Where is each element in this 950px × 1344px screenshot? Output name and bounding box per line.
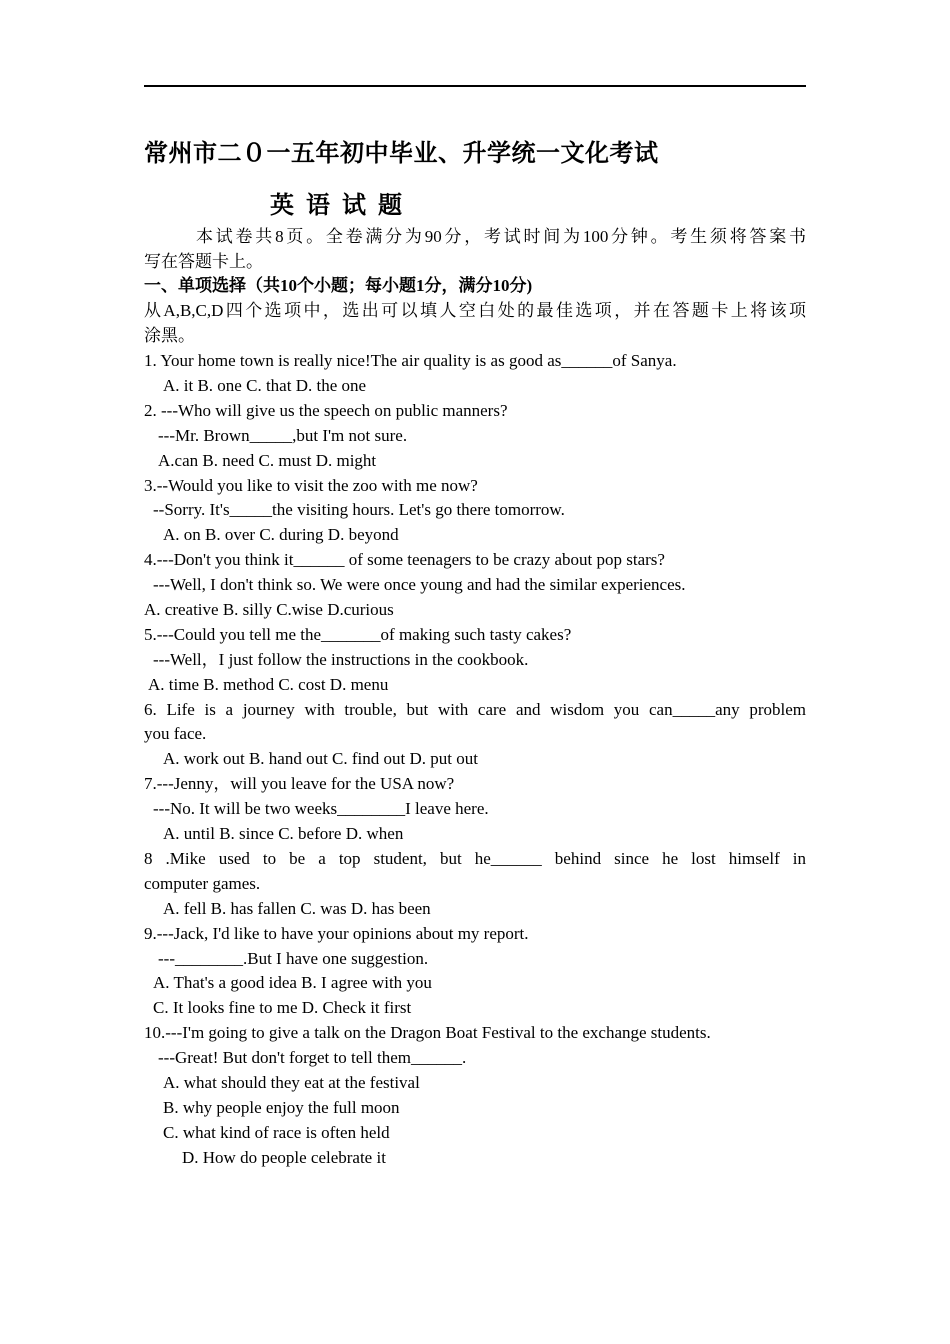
question-5-options: A. time B. method C. cost D. menu: [148, 675, 389, 694]
intro-line-1: 本试卷共8页。全卷满分为90分，考试时间为100分钟。考生须将答案书: [196, 227, 806, 246]
question-7-stem: 7.---Jenny，will you leave for the USA now?: [144, 774, 455, 793]
question-5-reply: ---Well，I just follow the instructions in the cookbook.: [153, 650, 529, 669]
question-8-stem: 8 .Mike used to be a top student, but he______ behind since he lost himself in: [144, 849, 806, 868]
question-2-options: A.can B. need C. must D. might: [158, 451, 377, 470]
exam-subtitle: 英语试题: [270, 193, 414, 219]
question-4-stem: 4.---Don't you think it______ of some teenagers to be crazy about pop stars?: [144, 550, 665, 569]
question-9-reply: ---________.But I have one suggestion.: [158, 949, 429, 968]
question-7-reply: ---No. It will be two weeks________I leave here.: [153, 799, 489, 818]
question-10-stem: 10.---I'm going to give a talk on the Dragon Boat Festival to the exchange students.: [144, 1023, 711, 1042]
header-rule: [144, 85, 806, 87]
exam-title: 常州市二０一五年初中毕业、升学统一文化考试: [144, 141, 659, 167]
question-4-options: A. creative B. silly C.wise D.curious: [144, 600, 394, 619]
question-4-reply: ---Well, I don't think so. We were once young and had the similar experiences.: [153, 575, 686, 594]
question-1-options: A. it B. one C. that D. the one: [163, 376, 367, 395]
question-6-stem-cont: you face.: [144, 724, 207, 743]
intro-line-2: 写在答题卡上。: [144, 252, 263, 271]
question-10-option-a: A. what should they eat at the festival: [163, 1073, 420, 1092]
question-10-option-c: C. what kind of race is often held: [163, 1123, 390, 1142]
question-3-options: A. on B. over C. during D. beyond: [163, 525, 399, 544]
question-10-reply: ---Great! But don't forget to tell them______.: [158, 1048, 467, 1067]
question-8-options: A. fell B. has fallen C. was D. has been: [163, 899, 431, 918]
question-1-stem: 1. Your home town is really nice!The air quality is as good as______of Sanya.: [144, 351, 677, 370]
question-6-options: A. work out B. hand out C. find out D. put out: [163, 749, 478, 768]
question-9-options-cd: C. It looks fine to me D. Check it first: [153, 998, 412, 1017]
question-3-stem: 3.--Would you like to visit the zoo with me now?: [144, 476, 478, 495]
question-5-stem: 5.---Could you tell me the_______of making such tasty cakes?: [144, 625, 572, 644]
question-3-reply: --Sorry. It's_____the visiting hours. Let's go there tomorrow.: [153, 500, 565, 519]
question-10-option-b: B. why people enjoy the full moon: [163, 1098, 400, 1117]
section-instruction-2: 涂黑。: [144, 326, 195, 345]
question-9-stem: 9.---Jack, I'd like to have your opinions about my report.: [144, 924, 529, 943]
question-7-options: A. until B. since C. before D. when: [163, 824, 404, 843]
question-9-options-ab: A. That's a good idea B. I agree with you: [153, 973, 432, 992]
section-instruction-1: 从A,B,C,D四个选项中，选出可以填人空白处的最佳选项，并在答题卡上将该项: [144, 301, 806, 320]
question-8-stem-cont: computer games.: [144, 874, 261, 893]
question-2-stem: 2. ---Who will give us the speech on public manners?: [144, 401, 508, 420]
question-6-stem: 6. Life is a journey with trouble, but with care and wisdom you can_____any problem: [144, 700, 806, 719]
question-10-option-d: D. How do people celebrate it: [182, 1148, 386, 1167]
section-heading: 一、单项选择（共10个小题；每小题1分，满分10分): [144, 276, 533, 295]
question-2-reply: ---Mr. Brown_____,but I'm not sure.: [158, 426, 408, 445]
